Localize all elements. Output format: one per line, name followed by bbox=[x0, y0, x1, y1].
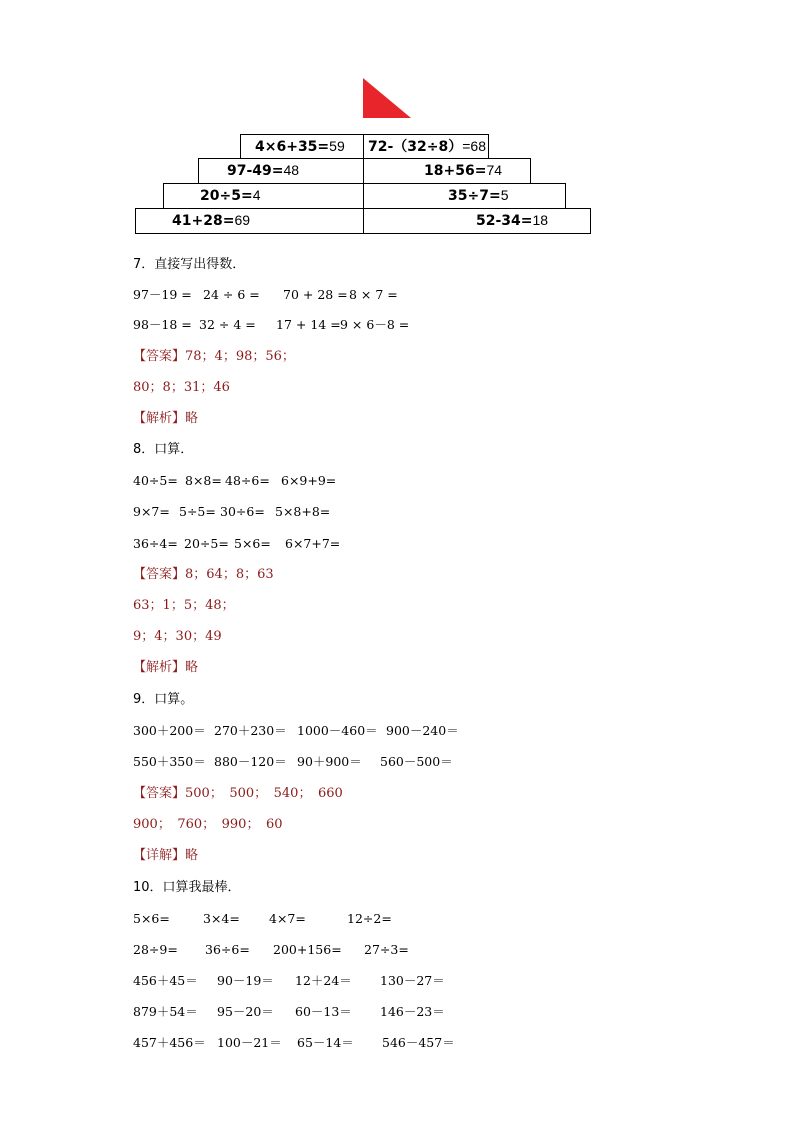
q10-row-2 bbox=[133, 942, 409, 958]
problem: 6×7+7= bbox=[285, 536, 341, 551]
q8-row-1 bbox=[133, 473, 336, 489]
problem: 48÷6= bbox=[225, 473, 270, 488]
q9-row-1 bbox=[133, 723, 459, 739]
q10-row-4 bbox=[133, 1004, 445, 1020]
problem: 146－23＝ bbox=[380, 1004, 445, 1019]
problem: 4×7= bbox=[269, 911, 306, 926]
pyramid-cell-r4-right: 52-34=18 bbox=[363, 208, 591, 234]
analysis-tag: 【解析】 bbox=[133, 411, 186, 426]
problem: 300＋200＝ bbox=[133, 723, 206, 738]
problem: 95－20＝ bbox=[217, 1004, 274, 1019]
analysis-text: 略 bbox=[185, 660, 199, 675]
q7-answer-cont: 80；8；31；46 bbox=[133, 380, 230, 395]
pyramid-cell-r1-right: 72-（32÷8）=68 bbox=[363, 134, 489, 159]
answer-text: 78；4；98；56； bbox=[185, 349, 295, 364]
problem: 456＋45＝ bbox=[133, 973, 198, 988]
answer-text: 8；64；8；63 bbox=[185, 567, 274, 582]
problem: 65－14＝ bbox=[297, 1035, 354, 1050]
problem: 5÷5= bbox=[179, 504, 216, 519]
problem: 5×8+8= bbox=[275, 504, 331, 519]
problem: 900－240＝ bbox=[386, 723, 459, 738]
pyramid-cell-r4-left: 41+28=69 bbox=[135, 208, 364, 234]
q8-row-2 bbox=[133, 504, 330, 520]
problem: 3×4= bbox=[203, 911, 240, 926]
problem: 28÷9= bbox=[133, 942, 178, 957]
problem: 270＋230＝ bbox=[214, 723, 287, 738]
answer-tag: 【答案】 bbox=[133, 567, 186, 582]
q7-answer bbox=[133, 349, 295, 365]
problem: 560－500＝ bbox=[380, 754, 453, 769]
q9-title: 9．口算。 bbox=[133, 692, 194, 707]
problem: 36÷4= bbox=[133, 536, 178, 551]
q8-row-3 bbox=[133, 536, 340, 552]
q7-row-2 bbox=[133, 317, 409, 333]
problem: 457＋456＝ bbox=[133, 1035, 206, 1050]
problem: 12÷2= bbox=[347, 911, 392, 926]
answer-tag: 【答案】 bbox=[133, 349, 186, 364]
problem: 90－19＝ bbox=[217, 973, 274, 988]
problem: 550＋350＝ bbox=[133, 754, 206, 769]
problem: 36÷6= bbox=[205, 942, 250, 957]
q8-answer-cont-1: 63；1；5；48； bbox=[133, 598, 235, 613]
analysis-text: 略 bbox=[185, 848, 199, 863]
answer-text: 500； 500； 540； 660 bbox=[185, 786, 343, 801]
problem: 9×7= bbox=[133, 504, 170, 519]
problem: 9 × 6－8 = bbox=[340, 317, 410, 332]
problem: 12＋24＝ bbox=[295, 973, 352, 988]
problem: 27÷3= bbox=[364, 942, 409, 957]
problem: 8×8= bbox=[185, 473, 222, 488]
q10-row-1 bbox=[133, 911, 392, 927]
q10-title: 10．口算我最棒． bbox=[133, 880, 241, 895]
pyramid-cell-r1-left: 4×6+35=59 bbox=[240, 134, 364, 159]
problem: 30÷6= bbox=[220, 504, 265, 519]
problem: 130－27＝ bbox=[380, 973, 445, 988]
problem: 20÷5= bbox=[184, 536, 229, 551]
problem: 5×6= bbox=[234, 536, 271, 551]
problem: 546－457＝ bbox=[382, 1035, 455, 1050]
q10-row-5 bbox=[133, 1035, 455, 1051]
problem: 24 ÷ 6 = bbox=[203, 287, 260, 302]
pyramid-cell-r2-left: 97-49=48 bbox=[198, 158, 364, 184]
problem: 879＋54＝ bbox=[133, 1004, 198, 1019]
problem: 60－13＝ bbox=[295, 1004, 352, 1019]
q9-row-2 bbox=[133, 754, 453, 770]
problem: 70 + 28 = bbox=[283, 287, 348, 302]
q9-analysis bbox=[133, 848, 198, 864]
q9-answer bbox=[133, 786, 343, 802]
q8-answer bbox=[133, 567, 274, 583]
problem: 40÷5= bbox=[133, 473, 178, 488]
problem: 97－19 = bbox=[133, 287, 192, 302]
problem: 5×6= bbox=[133, 911, 170, 926]
problem: 32 ÷ 4 = bbox=[199, 317, 256, 332]
q8-title: 8．口算． bbox=[133, 442, 194, 457]
problem: 17 + 14 = bbox=[276, 317, 341, 332]
q10-row-3 bbox=[133, 973, 445, 989]
answer-tag: 【答案】 bbox=[133, 786, 186, 801]
problem: 1000－460＝ bbox=[297, 723, 378, 738]
pyramid-cell-r3-left: 20÷5=4 bbox=[163, 183, 364, 209]
problem: 200+156= bbox=[273, 942, 342, 957]
q7-row-1 bbox=[133, 287, 398, 303]
problem: 880－120＝ bbox=[214, 754, 287, 769]
q8-analysis bbox=[133, 660, 198, 676]
problem: 6×9+9= bbox=[281, 473, 337, 488]
problem: 98－18 = bbox=[133, 317, 192, 332]
analysis-text: 略 bbox=[185, 411, 199, 426]
analysis-tag: 【详解】 bbox=[133, 848, 186, 863]
problem: 100－21＝ bbox=[217, 1035, 282, 1050]
q8-answer-cont-2: 9；4；30；49 bbox=[133, 629, 222, 644]
pyramid-cell-r3-right: 35÷7=5 bbox=[363, 183, 566, 209]
pyramid-cell-r2-right: 18+56=74 bbox=[363, 158, 531, 184]
problem: 8 × 7 = bbox=[349, 287, 398, 302]
problem: 90＋900＝ bbox=[297, 754, 362, 769]
red-flag-icon bbox=[363, 78, 413, 120]
analysis-tag: 【解析】 bbox=[133, 660, 186, 675]
q9-answer-cont: 900； 760； 990； 60 bbox=[133, 817, 283, 832]
q7-analysis bbox=[133, 411, 198, 427]
q7-title: 7．直接写出得数． bbox=[133, 257, 246, 272]
